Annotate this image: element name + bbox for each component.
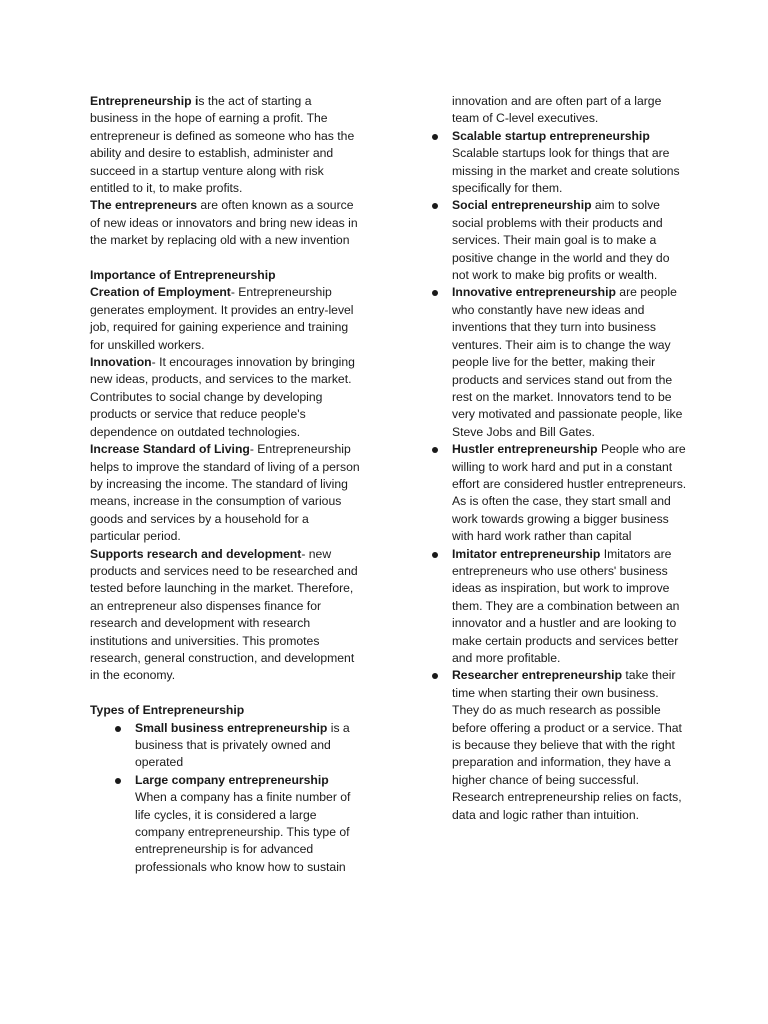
list-item-large-company-continued: innovation and are often part of a large team of C-level executives. xyxy=(452,94,662,126)
list-item-innovative: Innovative entrepreneurship are people who constantly have new ideas and inventions that they turn into business ventures. Their aim is to change the way people live for the better, making their products and services stand out from the rest on the market. Innovators tend to be very motivated and passionate people, like Steve Jobs and Bill Gates. xyxy=(423,284,687,441)
list-item-large-company: Large company entrepreneurship When a company has a finite number of life cycles, it is considered a large company entrepreneurship. This type of entrepreneurship is for advanced professionals who know how to sustain xyxy=(106,772,362,876)
living-standard-term: Increase Standard of Living xyxy=(90,442,250,457)
list-item-researcher: Researcher entrepreneurship take their time when starting their own business. They do as much research as possible before offering a product or a service. That is because they believe that with the right preparation and information, they have a higher chance of being successful. Research entrepreneurship relies on facts, data and logic rather than intuition. xyxy=(423,667,687,824)
left-column xyxy=(90,93,362,876)
living-standard-paragraph: Increase Standard of Living- Entrepreneurship helps to improve the standard of living of a person by increasing the income. The standard of living means, increase in the consumption of various goods and services by a household for a particular period. xyxy=(90,442,360,544)
list-item-small-business: Small business entrepreneurship is a business that is privately owned and operated xyxy=(106,720,362,772)
types-list-right xyxy=(423,93,687,824)
list-item-imitator: Imitator entrepreneurship Imitators are entrepreneurs who use others' business ideas as inspiration, but work to improve them. They are a combination between an innovator and a hustler and are looking to make certain products and services better and more profitable. xyxy=(423,546,687,668)
innovation-term: Innovation xyxy=(90,355,152,370)
types-heading: Types of Entrepreneurship xyxy=(90,703,245,718)
intro-definition: s the act of starting a business in the hope of earning a profit. The entrepreneur is defined as someone who has the ability and desire to establish, administer and succeed in a startup venture along with risk entitled to it, to make profits. xyxy=(90,94,355,196)
research-term: Supports research and development xyxy=(90,546,302,561)
research-paragraph: Supports research and development- new products and services need to be researched and tested before launching in the market. Therefore, an entrepreneur also dispenses finance for research and development with research institutions and universities. This promotes research, general construction, and development in the economy. xyxy=(90,546,358,683)
intro-paragraph-1 xyxy=(90,93,362,197)
employment-paragraph: Creation of Employment- Entrepreneurship generates employment. It provides an entry-level job, required for gaining experience and training for unskilled workers. xyxy=(90,285,354,352)
entrepreneurs-description: are often known as a source of new ideas or innovators and bring new ideas in the market by replacing old with a new invention xyxy=(90,198,358,248)
list-item-social: Social entrepreneurship aim to solve social problems with their products and services. Their main goal is to make a positive change in the world and they do not work to make big profits or wealth. xyxy=(423,197,687,284)
employment-term: Creation of Employment xyxy=(90,285,231,300)
intro-paragraph-2 xyxy=(90,197,362,249)
importance-heading: Importance of Entrepreneurship xyxy=(90,268,276,283)
innovation-paragraph: Innovation- It encourages innovation by bringing new ideas, products, and services to the market. xyxy=(90,355,355,387)
list-item-scalable-startup: Scalable startup entrepreneurship Scalable startups look for things that are missing in the market and create solutions specifically for them. xyxy=(423,128,687,198)
list-item-hustler: Hustler entrepreneurship People who are willing to work hard and put in a constant effort are considered hustler entrepreneurs. As is often the case, they start small and work towards growing a bigger business with hard work rather than capital xyxy=(423,441,687,545)
types-list-left xyxy=(106,720,362,877)
intro-term: Entrepreneurship i xyxy=(90,94,199,108)
entrepreneurs-term: The entrepreneurs xyxy=(90,198,198,213)
social-change-paragraph: Contributes to social change by developing products or service that reduce people's dependence on outdated technologies. xyxy=(90,389,323,439)
right-column xyxy=(452,93,687,824)
